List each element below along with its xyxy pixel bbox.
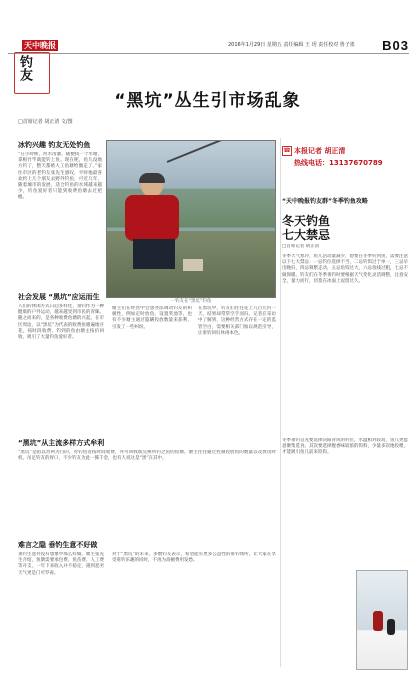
- sidebar-byline: □首席记者 胡正清: [282, 244, 320, 249]
- hotline: 热线电话：13137670789: [294, 159, 383, 167]
- dateline: 2016年1月29日 星期五 责任编辑 王 玥 责任校对 鲁子墨: [228, 42, 355, 48]
- body-text-mid-1: 塘主们在经营中会想办法调动钓友的积极性，例如定时放鱼、设置奖池等，也有不少塘主通过隐瞒投放数量来获利，引发了一些纠纷。: [112, 306, 192, 330]
- article-photo: [106, 140, 276, 298]
- fishing-rod-icon: [167, 140, 270, 163]
- subheading-2: 社会发展 “黑坑”应运而生: [18, 293, 100, 301]
- subheading-3: “黑坑”从主流多样方式牟利: [18, 439, 105, 447]
- sidebar-text: 冬季天气寒冷，鱼儿活动量减少，想要在冬季钓到鱼，需要注意以下七大禁忌：一忌钓位选择不当，二忌钓饵过于单一，三忌早出晚归，四忌频繁走动，五忌鱼钩过大，六忌鱼线过粗，七忌不做保暖。钓友们在冬季垂钓时要根据天气变化灵活调整，注意安全，量力而行，切莫在冰面上逗留过久。: [282, 254, 408, 284]
- article-title: “黑坑”丛生引市场乱象: [114, 91, 301, 111]
- column-divider: [280, 138, 281, 667]
- subheading-4: 难言之隐 垂钓生意不好做: [18, 541, 98, 549]
- sidebar-title: “天中晚报钓友群”冬季钓鱼攻略: [282, 198, 368, 205]
- reporter-label: 本报记者 胡正清: [294, 147, 346, 155]
- photo-angler: [119, 175, 189, 271]
- subheading-1: 冰钓兴趣 钓友无处钓鱼: [18, 141, 91, 149]
- body-text-3: “黑坑”是指以营利为目的、对钓鱼者按时间收费，并可回收或兑换所钓之鱼的鱼塘。塘主往往通过控制投放鱼的数量以及放鱼时机，吊足钓友的胃口，不少钓友为此一掷千金，也有人说这是“黑”在其中。: [18, 450, 276, 462]
- phone-icon: ☎: [283, 147, 291, 154]
- article-byline: □首席记者 胡正清 文/图: [18, 119, 73, 125]
- photo-stool: [183, 259, 203, 271]
- body-text-1: “在小时候，河水清澈，随便找一个水塘，拿根竹竿就能钓上鱼。现在呢，鱼儿没地方钓了，整天都被人工鱼塘给圈走了。”家住市区的老钓友张先生感叹，平时他最喜欢约上几个朋友去野外钓鱼，可近几年，随着城市的发展，适合钓鱼的水域越来越少，钓鱼爱好者只能到收费鱼塘去过把瘾。: [18, 152, 102, 201]
- body-text-5: 对于“黑坑”的未来，多数钓友表示，希望能有更多公益性的垂钓场所，让大家在享受垂钓乐趣的同时，不再为高额费用发愁。: [112, 552, 276, 564]
- newspaper-logo: 天中晚报: [24, 40, 56, 50]
- header-rule: [8, 53, 409, 54]
- sidebar-headline-1: 冬天钓鱼: [282, 214, 331, 228]
- body-text-2: 人们的休闲方式日趋多样化，垂钓作为一种健康的户外运动，越来越受到市民的青睐。随之而来的，是各种收费鱼塘的兴起。在市区周边，以“黑坑”为代表的收费鱼塘遍地开花，按时段收费，钓到的鱼由塘主按价回收，吸引了大量钓鱼爱好者。: [18, 304, 104, 341]
- photo2-figure-2: [387, 619, 395, 635]
- page-header: [8, 38, 409, 60]
- ice-fishing-photo: [356, 570, 408, 670]
- page-number: B03: [382, 38, 409, 53]
- photo-caption: 一钓友在“黑坑”钓鱼: [170, 299, 212, 304]
- body-text-mid-2: 在黑坑中，钓友们往往花上几百元钓一天，结果却常常空手而归。记者在采访中了解到，这种经营方式存在一定的监管空白，需要相关部门加以规范引导，让垂钓回归休闲本色。: [198, 306, 276, 336]
- sidebar-headline-2: 七大禁忌: [282, 228, 331, 242]
- sidebar-text-2: 冬季垂钓首先要选择向阳背风的钓位，水温相对较高，鱼儿更愿意聚集觅食。其次要选择腥香味较浓的饵料，少量多次地投喂，才能吸引鱼儿前来咬钩。: [282, 438, 408, 456]
- section-label-text: 钓友: [17, 55, 32, 81]
- body-text-4: 垂钓生意并没有想象中那么好做，塘主张先生介绍，鱼塘需要承包费、鱼苗费、人工费等开支，一年下来收入并不稳定，遇到恶劣天气更是门可罗雀。: [18, 552, 104, 576]
- reporter-box: [282, 146, 410, 182]
- photo2-figure-1: [373, 611, 383, 631]
